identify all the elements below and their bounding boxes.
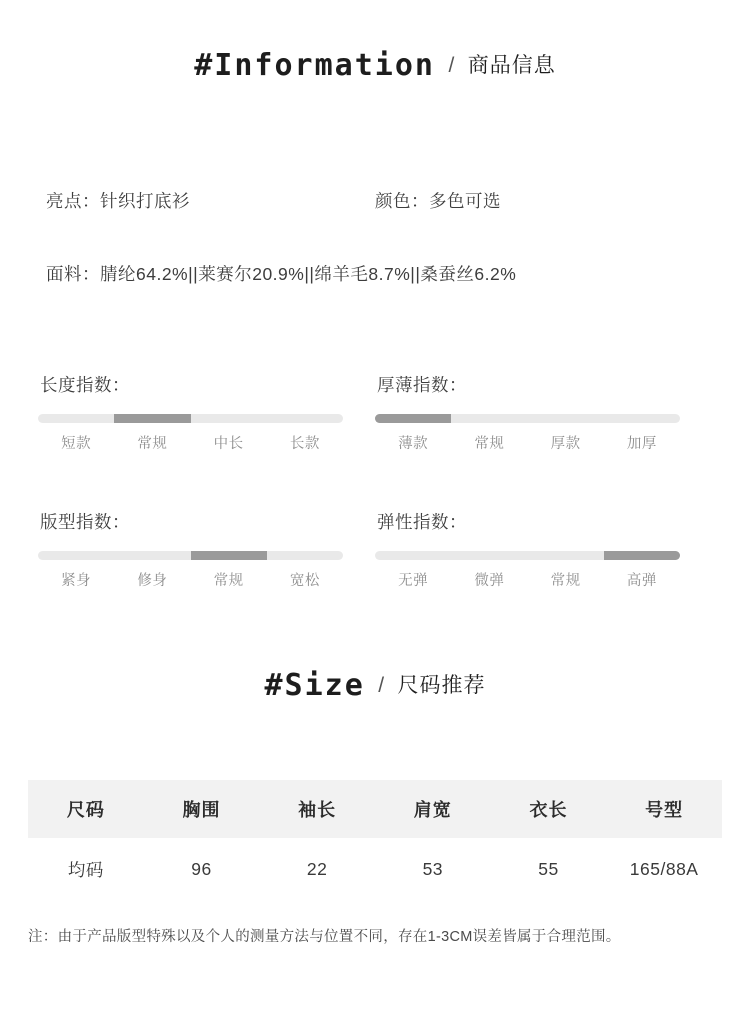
meter-label: 紧身 [61,573,92,589]
meter-bar [375,551,680,560]
size-table [28,780,722,900]
size-note: 注：由于产品版型特殊以及个人的测量方法与位置不同，存在1-3CM误差皆属于合理范围。 [28,929,621,945]
table-cell: 22 [259,838,375,900]
info-row [46,261,704,286]
table-header-cell: 袖长 [259,780,375,838]
table-cell: 96 [144,838,260,900]
meter-bar [375,414,680,423]
info-highlight: 亮点：针织打底衫 [46,191,190,211]
info-fabric: 面料：腈纶64.2%||莱赛尔20.9%||绵羊毛8.7%||桑蚕丝6.2% [46,264,517,284]
size-heading-en: #Size [264,668,365,703]
table-cell: 55 [491,838,607,900]
meter-fit [38,509,375,590]
meter-label: 常规 [474,436,505,452]
information-heading-separator: / [448,54,455,77]
meter-label: 高弹 [626,573,657,589]
meter-labels [375,569,680,590]
information-heading-cn: 商品信息 [467,54,556,77]
meter-label: 中长 [213,436,244,452]
meter-label: 常规 [550,573,581,589]
meter-title: 长度指数： [40,375,130,395]
meter-label: 常规 [213,573,244,589]
meter-labels [375,432,680,453]
meter-label: 宽松 [289,573,320,589]
table-header-row [28,780,722,838]
table-cell: 165/88A [606,838,722,900]
information-heading-en: #Information [194,48,435,83]
table-cell: 53 [375,838,491,900]
size-table-wrapper [28,780,722,900]
meter-label: 长款 [289,436,320,452]
product-information-block [0,188,750,286]
table-cell: 均码 [28,838,144,900]
meter-title: 厚薄指数： [377,375,467,395]
meter-label: 修身 [137,573,168,589]
meter-thickness [375,372,712,453]
size-heading-cn: 尺码推荐 [397,674,486,697]
meter-elasticity [375,509,712,590]
meter-label: 厚款 [550,436,581,452]
meter-label: 微弹 [474,573,505,589]
table-header-cell: 肩宽 [375,780,491,838]
info-color: 颜色：多色可选 [375,191,501,211]
table-row [28,838,722,900]
meter-bar-active-segment [114,414,190,423]
table-header-cell: 尺码 [28,780,144,838]
meter-bar-active-segment [604,551,680,560]
meter-bar-active-segment [191,551,267,560]
meter-length [38,372,375,453]
meter-label: 短款 [61,436,92,452]
meter-label: 薄款 [398,436,429,452]
size-heading-separator: / [378,674,385,697]
index-meters-block [0,372,750,646]
size-section-heading [0,668,750,703]
meter-label: 无弹 [398,573,429,589]
table-header-cell: 号型 [606,780,722,838]
meter-labels [38,569,343,590]
table-header-cell: 胸围 [144,780,260,838]
meter-bar [38,414,343,423]
table-header-cell: 衣长 [491,780,607,838]
meter-bar-active-segment [375,414,451,423]
meter-label: 常规 [137,436,168,452]
meter-label: 加厚 [626,436,657,452]
meter-bar [38,551,343,560]
meter-labels [38,432,343,453]
info-row [46,188,704,213]
meter-title: 弹性指数： [377,512,467,532]
meter-title: 版型指数： [40,512,130,532]
information-section-heading [0,48,750,83]
